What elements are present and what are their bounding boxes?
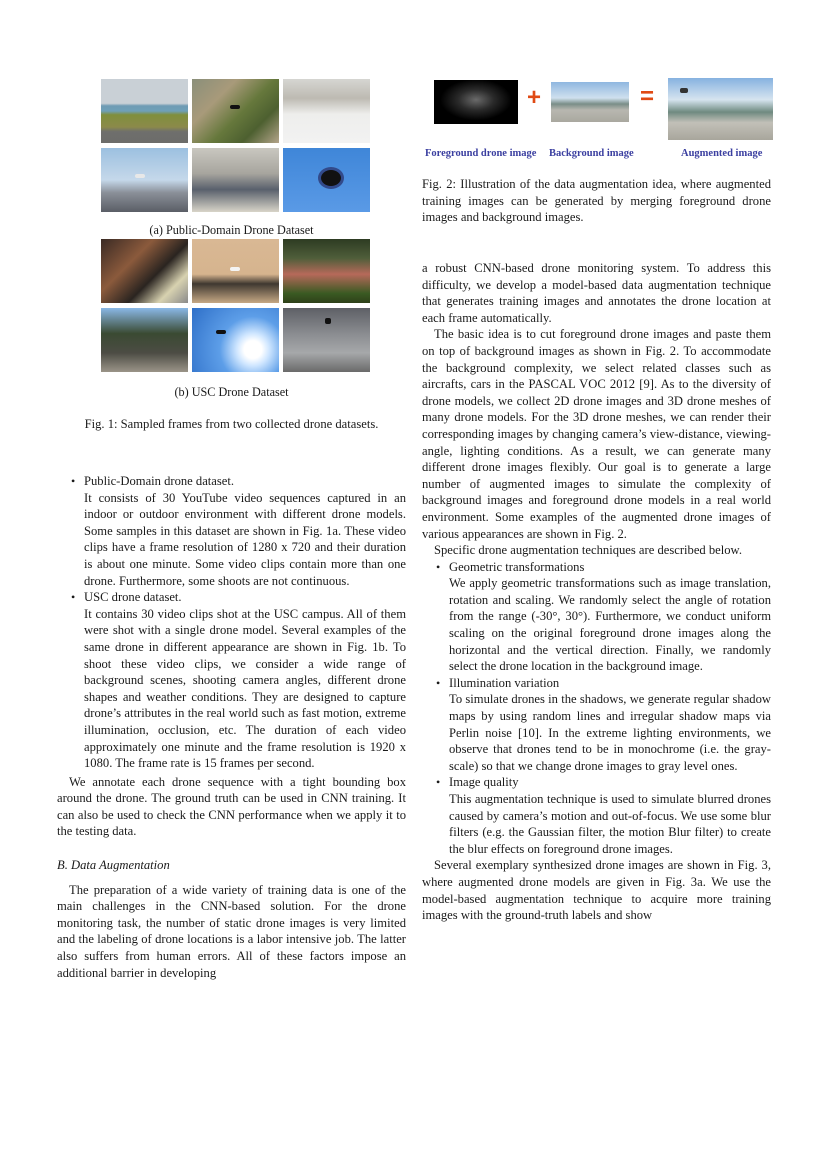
- augmented-image: [668, 78, 773, 140]
- dataset-title: • USC drone dataset.: [84, 590, 182, 605]
- augmented-label: Augmented image: [681, 148, 763, 159]
- drone-icon: [325, 318, 331, 324]
- right-column: [422, 76, 771, 924]
- plus-icon: +: [527, 84, 542, 111]
- technique-title: • Image quality: [449, 775, 519, 790]
- figure-1b-image-grid: [101, 239, 371, 372]
- hexacopter-icon: [321, 170, 341, 186]
- figure-1b-image-2: [192, 239, 279, 303]
- technique-list: [422, 559, 771, 858]
- foreground-drone-image: [434, 80, 518, 124]
- figure-1a-subcaption: (a) Public-Domain Drone Dataset: [149, 223, 314, 237]
- technique-title: • Geometric transformations: [449, 559, 585, 574]
- drone-icon: [216, 330, 226, 334]
- figure-2: [422, 76, 771, 260]
- dataset-title: • Public-Domain drone dataset.: [84, 474, 235, 488]
- dataset-item-public-domain: [57, 473, 406, 589]
- technique-title: • Illumination variation: [449, 675, 560, 690]
- drone-icon: [230, 267, 240, 271]
- figure-1a-image-5: [192, 148, 279, 212]
- figure-1b-image-5: [192, 308, 279, 372]
- technique-item-geometric: [422, 559, 771, 675]
- technique-description: This augmentation technique is used to simulate blurred drones caused by camera’s motion and out-of-focus. We use some blur filters (e.g. the Gaussian filter, the motion Blur filter) to create the blur effects on foreground drone images.: [449, 792, 771, 856]
- basic-idea-paragraph: The basic idea is to cut foreground drone images and paste them on top of background images as shown in Fig. 2. To accommodate the background complexity, we select related classes such as aircrafts, cars in the PASCAL VOC 2012 [9]. As to the diversity of drone models, we collect 2D drone images and 3D drone meshes of many drone models. For the 3D drone meshes, we can render their corresponding images by changing camera’s view-distance, viewing-angle, lighting conditions. As a result, we can generate many different drone images flexibly. Our goal is to generate a large number of augmented images to simulate the complexity of background images and foreground drone models in a real world environment. Some examples of the augmented drone images of various appearances are shown in Fig. 2.: [422, 327, 771, 541]
- figure-1b-image-4: [101, 308, 188, 372]
- section-heading: B. Data Augmentation: [57, 858, 170, 873]
- spacer: [57, 840, 406, 857]
- technique-description: We apply geometric transformations such as image translation, rotation and scaling. We randomly select the angle of rotation from the range (-30°, 30°). Furthermore, we conduct uniform scaling on the original foreground drone images along the horizontal and the vertical direction. Finally, we randomly select the drone location in the background image.: [449, 576, 771, 674]
- spacer: [57, 874, 406, 882]
- closing-paragraph: Several exemplary synthesized drone images are shown in Fig. 3, where augmented drone models are given in Fig. 3a. We use the model-based augmentation technique to acquire more training images with the ground-truth labels and show: [422, 858, 771, 923]
- figure-2-caption: Fig. 2: Illustration of the data augmentation idea, where augmented training images can be generated by merging foreground drone images and background images.: [422, 177, 771, 225]
- figure-1: [57, 76, 406, 440]
- figure-1-caption: Fig. 1: Sampled frames from two collected drone datasets.: [84, 417, 379, 431]
- equals-icon: =: [640, 83, 655, 110]
- technique-item-image-quality: [422, 774, 771, 857]
- technique-description: To simulate drones in the shadows, we generate regular shadow maps by using random lines and irregular shadow maps via Perlin noise [10]. In the extreme lighting environments, we observe that drones tend to be in monochrome (i.e. the gray-scale) so that we change drone images to gray level ones.: [449, 692, 771, 773]
- figure-1b-image-1: [101, 239, 188, 303]
- background-label: Background image: [549, 148, 634, 159]
- continuation-paragraph: a robust CNN-based drone monitoring system. To address this difficulty, we develop a model-based data augmentation technique that generates training images and annotates the drone location at each frame automatically.: [422, 261, 771, 325]
- background-image: [551, 82, 629, 122]
- figure-1a-image-3: [283, 79, 370, 143]
- figure-1a-image-1: [101, 79, 188, 143]
- dataset-description: It consists of 30 YouTube video sequences captured in an indoor or outdoor environment with different drone models. Some samples in this dataset are shown in Fig. 1a. These video clips have a frame resolution of 1280 x 720 and their duration is about one minute. Some video clips contain more than one drone. Furthermore, some shoots are not continuous.: [84, 490, 406, 588]
- technique-item-illumination: [422, 675, 771, 775]
- foreground-label: Foreground drone image: [425, 148, 537, 159]
- left-column: [57, 76, 406, 981]
- figure-1a-image-4: [101, 148, 188, 212]
- figure-1a-image-2: [192, 79, 279, 143]
- spacer: [57, 440, 406, 473]
- drone-icon: [680, 88, 688, 93]
- dataset-description: It contains 30 video clips shot at the USC campus. All of them were shot with a single drone model. Several examples of the same drone in different appearance are shown in Fig. 1b. To shoot these video clips, we consider a wide range of background scenes, shooting camera angles, different drone shapes and weather conditions. They are designed to capture drone’s attributes in the real world such as fast motion, extreme illumination, occlusion, etc. The duration of each video approximately one minute and the frame resolution is 1920 x 1080. The frame rate is 15 frames per second.: [84, 606, 406, 771]
- figure-1a-image-6: [283, 148, 370, 212]
- figure-1a-image-grid: [101, 79, 371, 212]
- figure-1b-image-6: [283, 308, 370, 372]
- annotation-paragraph: We annotate each drone sequence with a tight bounding box around the drone. The ground truth can be used in CNN training. It can also be used to check the CNN performance when we apply it to the testing data.: [57, 774, 406, 839]
- dataset-list: [57, 473, 406, 772]
- data-augmentation-paragraph: The preparation of a wide variety of training data is one of the main challenges in the CNN-based solution. For the drone monitoring task, the number of static drone images is very limited and the labeling of drone locations is a labor intensive job. The latter also suffers from human errors. All of these factors impose an additional barrier in developing: [57, 882, 406, 980]
- figure-1b-subcaption: (b) USC Drone Dataset: [174, 385, 289, 399]
- specific-techniques-paragraph: Specific drone augmentation techniques are described below.: [434, 543, 742, 558]
- drone-icon: [230, 105, 240, 109]
- drone-icon: [135, 174, 145, 178]
- dataset-item-usc: [57, 589, 406, 772]
- figure-1b-image-3: [283, 239, 370, 303]
